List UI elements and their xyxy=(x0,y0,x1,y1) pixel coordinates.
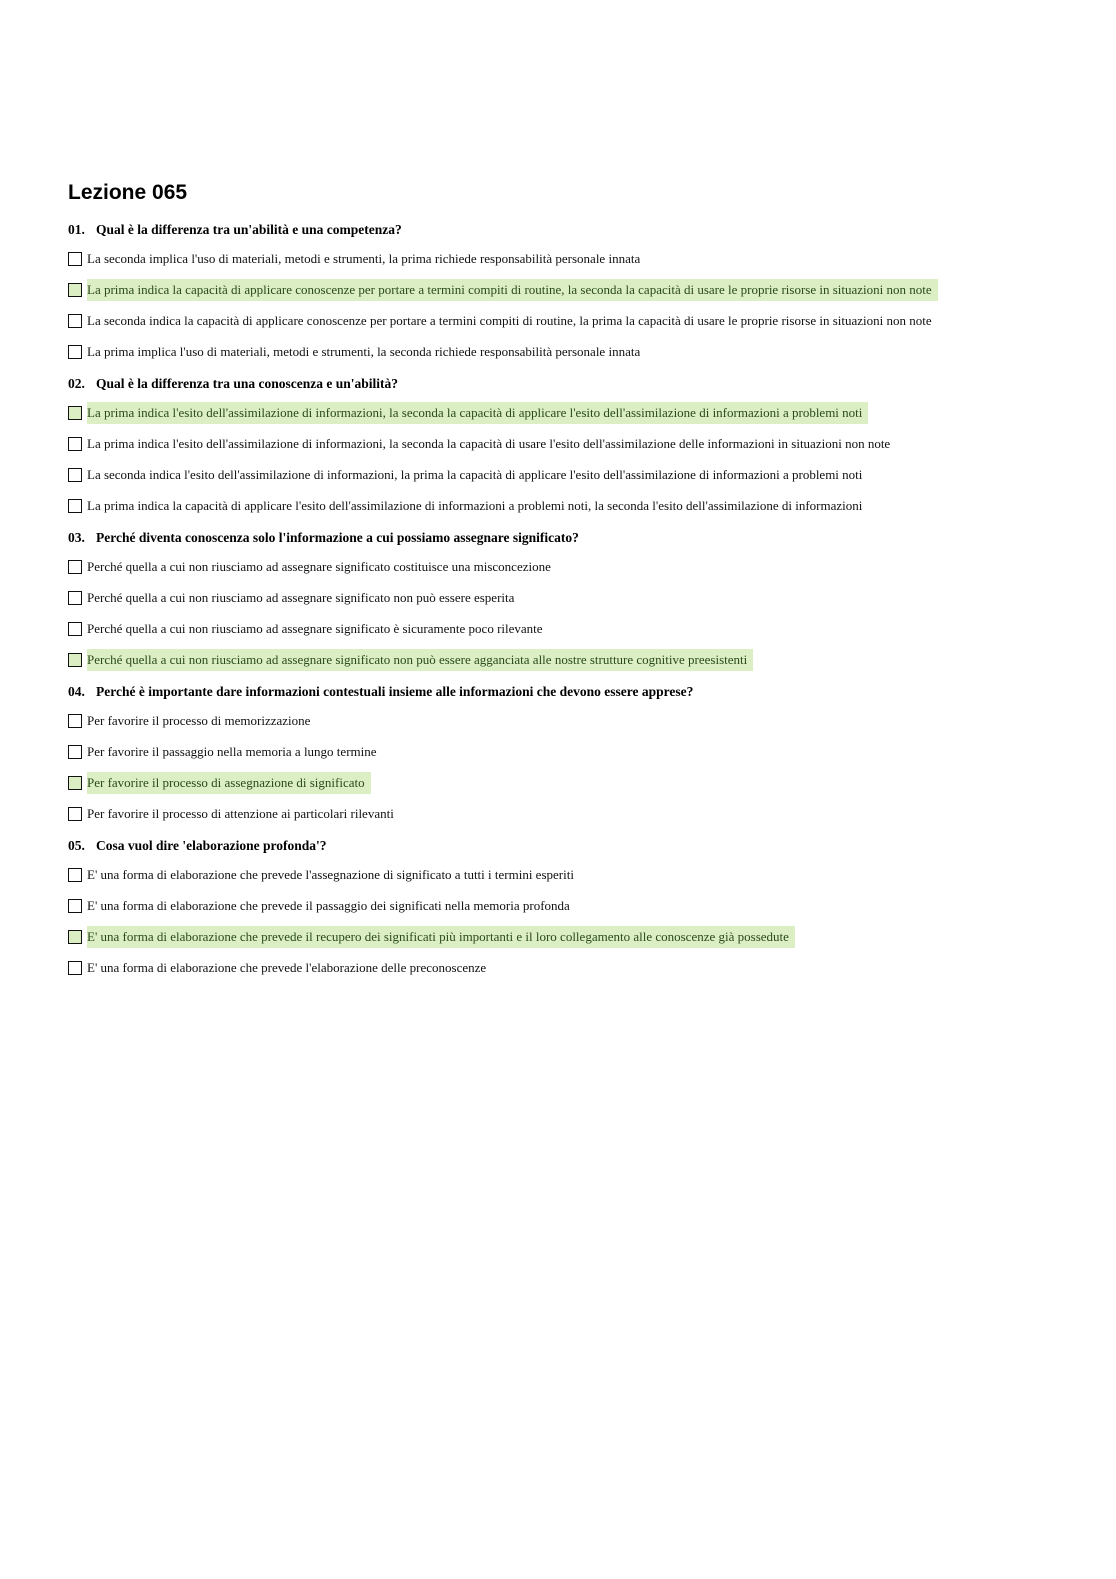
answer-option-text: Perché quella a cui non riusciamo ad assegnare significato è sicuramente poco rilevante xyxy=(87,621,543,636)
question-number: 05. xyxy=(68,838,85,853)
answer-option-highlighted[interactable] xyxy=(68,771,1048,795)
answer-option-text: Per favorire il passaggio nella memoria a lungo termine xyxy=(87,744,377,759)
question-number: 04. xyxy=(68,684,85,699)
checkbox[interactable] xyxy=(68,468,82,482)
answer-option[interactable] xyxy=(68,432,1048,456)
checkbox[interactable] xyxy=(68,314,82,328)
question-text: Perché diventa conoscenza solo l'informazione a cui possiamo assegnare significato? xyxy=(96,530,579,545)
answer-option-highlighted[interactable] xyxy=(68,401,1048,425)
checkbox[interactable] xyxy=(68,499,82,513)
lesson-title: Lezione 065 xyxy=(68,181,188,204)
checkbox[interactable] xyxy=(68,560,82,574)
answer-option[interactable] xyxy=(68,617,1048,641)
checkbox[interactable] xyxy=(68,283,82,297)
answer-option-text: La seconda implica l'uso di materiali, metodi e strumenti, la prima richiede responsabilità personale innata xyxy=(87,251,641,266)
question-text: Qual è la differenza tra una conoscenza e un'abilità? xyxy=(96,376,398,391)
answer-option[interactable] xyxy=(68,340,1048,364)
answer-option[interactable] xyxy=(68,555,1048,579)
checkbox[interactable] xyxy=(68,899,82,913)
answer-option-text: E' una forma di elaborazione che prevede l'assegnazione di significato a tutti i termini esperiti xyxy=(87,867,574,882)
answer-option-text: Perché quella a cui non riusciamo ad assegnare significato costituisce una misconcezione xyxy=(87,559,551,574)
question-heading xyxy=(68,220,1048,240)
checkbox[interactable] xyxy=(68,961,82,975)
answer-option-text: La prima indica l'esito dell'assimilazione di informazioni, la seconda la capacità di applicare l'esito dell'assimilazione di informazioni a problemi noti xyxy=(87,402,868,424)
answer-option-text: E' una forma di elaborazione che prevede l'elaborazione delle preconoscenze xyxy=(87,960,487,975)
answer-option-text: La seconda indica l'esito dell'assimilazione di informazioni, la prima la capacità di applicare l'esito dell'assimilazione di informazioni a problemi noti xyxy=(87,467,863,482)
checkbox[interactable] xyxy=(68,345,82,359)
answer-option-text: La prima indica la capacità di applicare l'esito dell'assimilazione di informazioni a problemi noti, la seconda l'esito dell'assimilazione di informazioni xyxy=(87,498,863,513)
question-heading xyxy=(68,836,1048,856)
answer-option-text: E' una forma di elaborazione che prevede il recupero dei significati più importanti e il loro collegamento alle conoscenze già possedute xyxy=(87,926,795,948)
question-heading xyxy=(68,374,1048,394)
question-text: Perché è importante dare informazioni contestuali insieme alle informazioni che devono essere apprese? xyxy=(96,684,694,699)
question-3 xyxy=(68,528,1048,672)
answer-option-text: Per favorire il processo di memorizzazione xyxy=(87,713,311,728)
checkbox[interactable] xyxy=(68,807,82,821)
question-4 xyxy=(68,682,1048,826)
answer-option-text: Per favorire il processo di assegnazione di significato xyxy=(87,772,371,794)
checkbox[interactable] xyxy=(68,930,82,944)
answer-option-text: Perché quella a cui non riusciamo ad assegnare significato non può essere agganciata alle nostre strutture cognitive preesistenti xyxy=(87,649,753,671)
answer-option[interactable] xyxy=(68,586,1048,610)
checkbox[interactable] xyxy=(68,437,82,451)
answer-option-highlighted[interactable] xyxy=(68,278,1048,302)
question-5 xyxy=(68,836,1048,980)
question-text: Cosa vuol dire 'elaborazione profonda'? xyxy=(96,838,327,853)
question-heading xyxy=(68,528,1048,548)
answer-option[interactable] xyxy=(68,309,1048,333)
answer-option-text: Per favorire il processo di attenzione ai particolari rilevanti xyxy=(87,806,394,821)
checkbox[interactable] xyxy=(68,653,82,667)
answer-option-text: La prima implica l'uso di materiali, metodi e strumenti, la seconda richiede responsabilità personale innata xyxy=(87,344,641,359)
answer-option[interactable] xyxy=(68,709,1048,733)
question-number: 01. xyxy=(68,222,85,237)
quiz-page xyxy=(68,180,1048,990)
answer-option-text: E' una forma di elaborazione che prevede il passaggio dei significati nella memoria profonda xyxy=(87,898,570,913)
answer-option[interactable] xyxy=(68,247,1048,271)
checkbox[interactable] xyxy=(68,714,82,728)
checkbox[interactable] xyxy=(68,406,82,420)
answer-option[interactable] xyxy=(68,956,1048,980)
answer-option-highlighted[interactable] xyxy=(68,648,1048,672)
question-number: 02. xyxy=(68,376,85,391)
answer-option[interactable] xyxy=(68,740,1048,764)
checkbox[interactable] xyxy=(68,776,82,790)
checkbox[interactable] xyxy=(68,622,82,636)
question-heading xyxy=(68,682,1048,702)
question-number: 03. xyxy=(68,530,85,545)
question-list xyxy=(68,220,1048,980)
answer-option-text: La prima indica la capacità di applicare conoscenze per portare a termini compiti di routine, la seconda la capacità di usare le proprie risorse in situazioni non note xyxy=(87,279,938,301)
answer-option[interactable] xyxy=(68,894,1048,918)
checkbox[interactable] xyxy=(68,868,82,882)
answer-option[interactable] xyxy=(68,463,1048,487)
checkbox[interactable] xyxy=(68,591,82,605)
checkbox[interactable] xyxy=(68,745,82,759)
answer-option[interactable] xyxy=(68,802,1048,826)
question-1 xyxy=(68,220,1048,364)
answer-option[interactable] xyxy=(68,863,1048,887)
answer-option-text: La seconda indica la capacità di applicare conoscenze per portare a termini compiti di routine, la prima la capacità di usare le proprie risorse in situazioni non note xyxy=(87,313,932,328)
question-2 xyxy=(68,374,1048,518)
checkbox[interactable] xyxy=(68,252,82,266)
answer-option[interactable] xyxy=(68,494,1048,518)
answer-option-text: Perché quella a cui non riusciamo ad assegnare significato non può essere esperita xyxy=(87,590,515,605)
question-text: Qual è la differenza tra un'abilità e una competenza? xyxy=(96,222,402,237)
answer-option-highlighted[interactable] xyxy=(68,925,1048,949)
answer-option-text: La prima indica l'esito dell'assimilazione di informazioni, la seconda la capacità di usare l'esito dell'assimilazione delle informazioni in situazioni non note xyxy=(87,436,891,451)
